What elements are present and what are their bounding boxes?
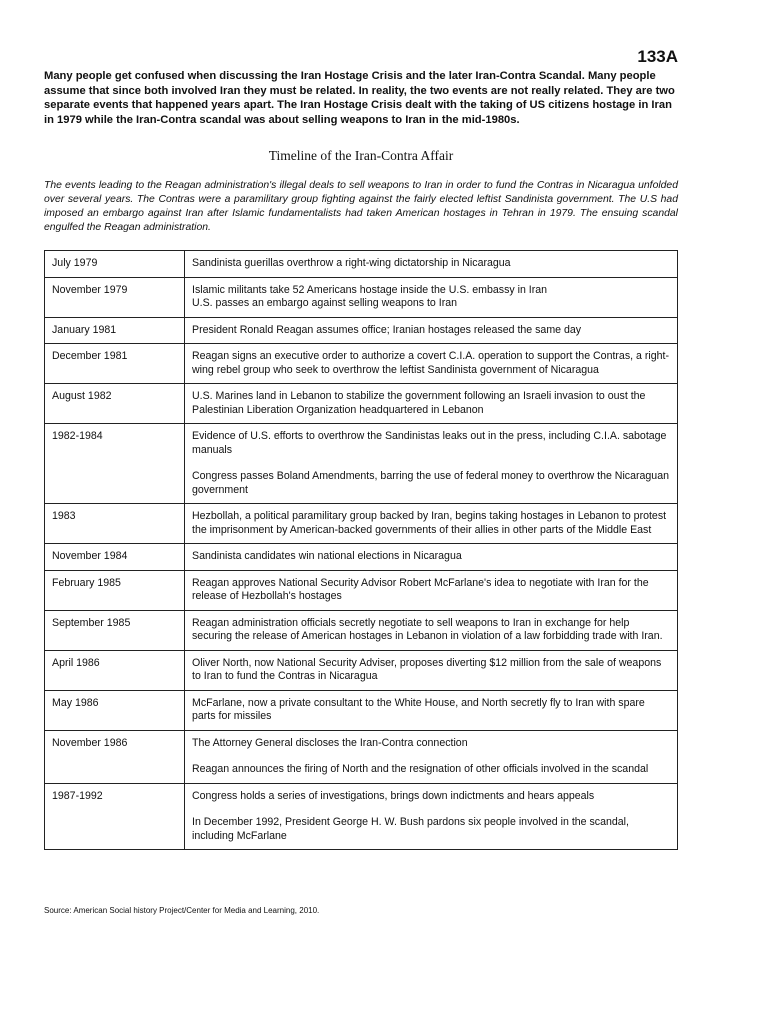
timeline-event [185, 344, 678, 384]
timeline-date: May 1986 [45, 690, 185, 730]
timeline-body [45, 251, 678, 850]
timeline-event [185, 610, 678, 650]
timeline-event [185, 424, 678, 504]
source-note: Source: American Social history Project/Center for Media and Learning, 2010. [44, 906, 320, 915]
timeline-date: December 1981 [45, 344, 185, 384]
timeline-date: July 1979 [45, 251, 185, 278]
timeline-date: 1982-1984 [45, 424, 185, 504]
event-text: U.S. Marines land in Lebanon to stabilize the government following an Israeli invasion to oust the Palestinian Liberation Organization headquartered in Lebanon [192, 390, 646, 416]
event-text: In December 1992, President George H. W. Bush pardons six people involved in the scandal, including McFarlane [192, 816, 629, 842]
table-row [45, 650, 678, 690]
timeline-date: November 1979 [45, 277, 185, 317]
table-row [45, 317, 678, 344]
event-text: Oliver North, now National Security Adviser, proposes diverting $12 million from the sale of weapons to Iran to fund the Contras in Nicaragua [192, 656, 662, 682]
event-text: Reagan announces the firing of North and the resignation of other officials involved in the scandal [192, 763, 649, 775]
event-text: Evidence of U.S. efforts to overthrow the Sandinistas leaks out in the press, including C.I.A. sabotage manuals [192, 430, 667, 456]
event-text: Reagan signs an executive order to authorize a covert C.I.A. operation to support the Contras, a right-wing rebel group who seek to overthrow the leftist Sandinista government of Nicaragua [192, 350, 669, 376]
table-row [45, 251, 678, 278]
table-row [45, 570, 678, 610]
timeline-date: November 1984 [45, 544, 185, 571]
timeline-event [185, 251, 678, 278]
event-text: Congress holds a series of investigations, brings down indictments and hears appeals [192, 789, 595, 802]
timeline-event [185, 570, 678, 610]
timeline-date: 1987-1992 [45, 783, 185, 850]
event-text: Sandinista candidates win national elections in Nicaragua [192, 550, 462, 562]
timeline-event [185, 730, 678, 783]
event-text: President Ronald Reagan assumes office; Iranian hostages released the same day [192, 323, 582, 336]
timeline-table [44, 250, 678, 850]
timeline-event [185, 504, 678, 544]
table-row [45, 384, 678, 424]
event-text: The Attorney General discloses the Iran-Contra connection [192, 736, 468, 749]
table-row [45, 424, 678, 504]
event-text: Reagan administration officials secretly negotiate to sell weapons to Iran in exchange for help securing the release of American hostages in Lebanon in violation of a law forbidding trade with Iran. [192, 616, 663, 642]
page-title: Timeline of the Iran-Contra Affair [268, 148, 454, 163]
timeline-date: August 1982 [45, 384, 185, 424]
lead-paragraph: The events leading to the Reagan administration's illegal deals to sell weapons to Iran in order to fund the Contras in Nicaragua unfolded over several years. The Contras were a paramilitary group fighting against the fairly elected leftist Sandinista government. The U.S had imposed an embargo against Iran after Islamic fundamentalists had taken American hostages in Tehran in 1979. The ensuing scandal engulfed the Reagan administration. [44, 180, 678, 233]
timeline-event [185, 384, 678, 424]
timeline-event [185, 783, 678, 850]
timeline-event [185, 277, 678, 317]
timeline-date: February 1985 [45, 570, 185, 610]
timeline-event [185, 317, 678, 344]
event-text: Congress passes Boland Amendments, barring the use of federal money to overthrow the Nicaraguan government [192, 470, 669, 496]
timeline-date: 1983 [45, 504, 185, 544]
event-text: Islamic militants take 52 Americans hostage inside the U.S. embassy in Iran U.S. passes an embargo against selling weapons to Iran [192, 283, 548, 309]
timeline-event [185, 544, 678, 571]
table-row [45, 344, 678, 384]
timeline-date: November 1986 [45, 730, 185, 783]
table-row [45, 610, 678, 650]
table-row [45, 690, 678, 730]
intro-paragraph: Many people get confused when discussing the Iran Hostage Crisis and the later Iran-Contra Scandal. Many people assume that since both involved Iran they must be related. In reality, the two events are not really related. They are two separate events that happened years apart. The Iran Hostage Crisis dealt with the taking of US citizens hostage in Iran in 1979 while the Iran-Contra scandal was about selling weapons to Iran in the mid-1980s. [44, 70, 675, 126]
table-row [45, 783, 678, 850]
timeline-event [185, 690, 678, 730]
table-row [45, 504, 678, 544]
timeline-event [185, 650, 678, 690]
timeline-date: April 1986 [45, 650, 185, 690]
timeline-date: January 1981 [45, 317, 185, 344]
event-text: Reagan approves National Security Advisor Robert McFarlane's idea to negotiate with Iran for the release of Hezbollah's hostages [192, 576, 649, 602]
event-text: Hezbollah, a political paramilitary group backed by Iran, begins taking hostages in Lebanon to protest the imprisonment by American-backed governments of their allies in other parts of the Middle East [192, 510, 667, 536]
event-text: McFarlane, now a private consultant to the White House, and North secretly fly to Iran with spare parts for missiles [192, 696, 645, 722]
table-row [45, 277, 678, 317]
timeline-date: September 1985 [45, 610, 185, 650]
table-row [45, 730, 678, 783]
page-number: 133A [637, 47, 678, 66]
event-text: Sandinista guerillas overthrow a right-wing dictatorship in Nicaragua [192, 257, 511, 269]
table-row [45, 544, 678, 571]
